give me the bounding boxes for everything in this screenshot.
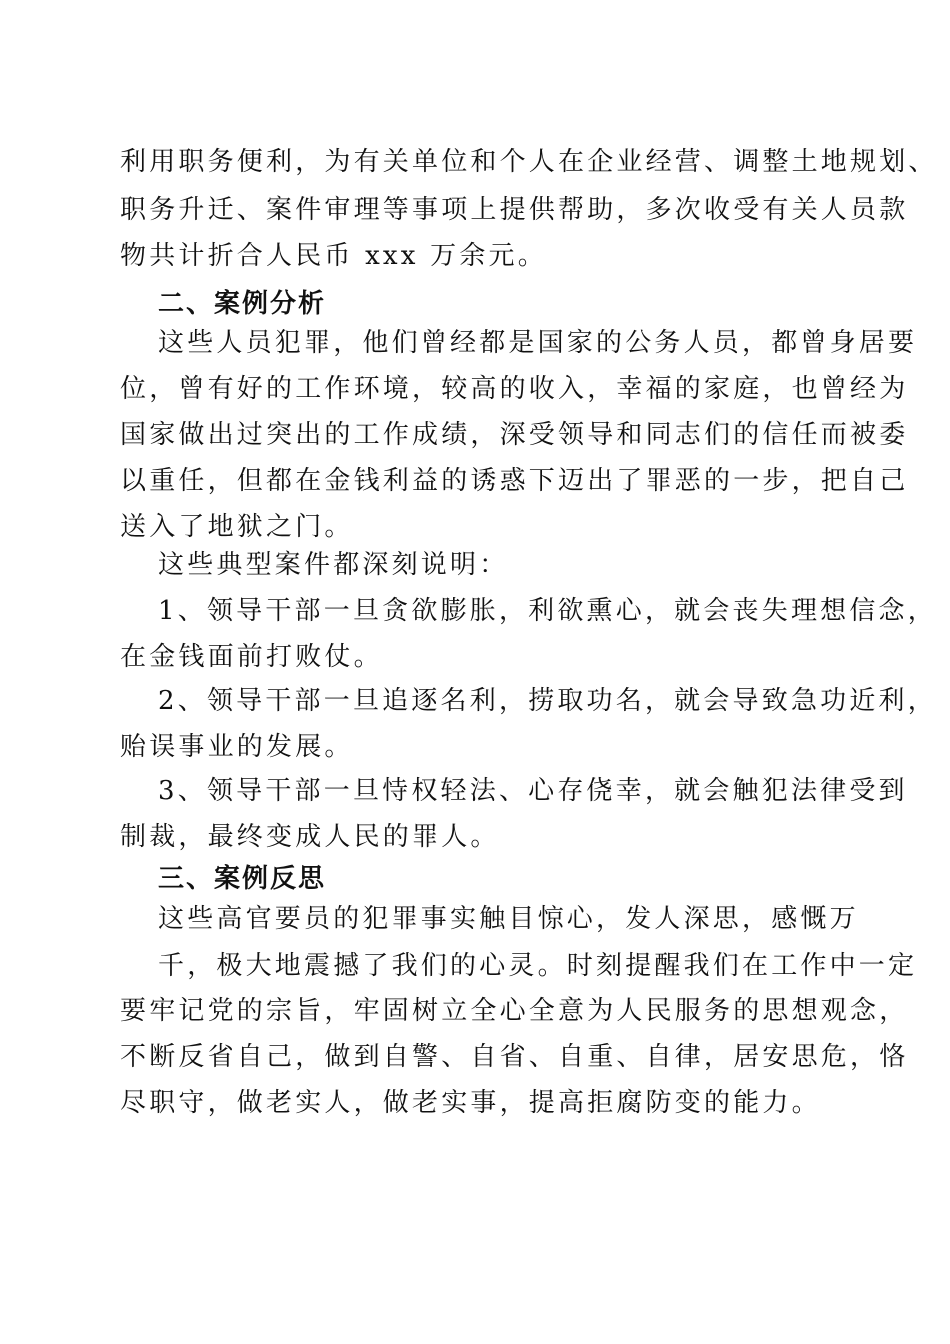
analysis-line-4: 以重任，但都在金钱利益的诱惑下迈出了罪恶的一步，把自己 [120, 466, 909, 496]
summary-line: 这些典型案件都深刻说明： [158, 550, 509, 580]
intro-line-1: 利用职务便利，为有关单位和个人在企业经营、调整土地规划、 [120, 147, 938, 177]
reflection-line-2: 千，极大地震撼了我们的心灵。时刻提醒我们在工作中一定 [158, 951, 918, 981]
analysis-line-3: 国家做出过突出的工作成绩，深受领导和同志们的信任而被委 [120, 420, 909, 450]
reflection-line-5: 尽职守，做老实人，做老实事，提高拒腐防变的能力。 [120, 1088, 821, 1118]
intro-line-3: 物共计折合人民币 xxx 万余元。 [120, 241, 547, 271]
analysis-line-5: 送入了地狱之门。 [120, 512, 354, 542]
reflection-line-3: 要牢记党的宗旨，牢固树立全心全意为人民服务的思想观念， [120, 996, 909, 1026]
reflection-line-4: 不断反省自己，做到自警、自省、自重、自律，居安思危，恪 [120, 1042, 909, 1072]
analysis-line-1: 这些人员犯罪，他们曾经都是国家的公务人员，都曾身居要 [158, 328, 918, 358]
point-1-line-2: 在金钱面前打败仗。 [120, 642, 383, 672]
point-1-line-1: 1、领导干部一旦贪欲膨胀，利欲熏心，就会丧失理想信念， [158, 596, 937, 626]
reflection-line-1: 这些高官要员的犯罪事实触目惊心，发人深思，感慨万 [158, 904, 859, 934]
section-3-heading: 三、案例反思 [158, 864, 327, 894]
section-2-heading: 二、案例分析 [158, 289, 327, 319]
intro-line-2: 职务升迁、案件审理等事项上提供帮助，多次收受有关人员款 [120, 195, 909, 225]
point-2-line-2: 贻误事业的发展。 [120, 732, 354, 762]
point-3-line-2: 制裁，最终变成人民的罪人。 [120, 822, 500, 852]
analysis-line-2: 位，曾有好的工作环境，较高的收入，幸福的家庭，也曾经为 [120, 374, 909, 404]
point-3-line-1: 3、领导干部一旦恃权轻法、心存侥幸，就会触犯法律受到 [158, 776, 908, 806]
point-2-line-1: 2、领导干部一旦追逐名利，捞取功名，就会导致急功近利， [158, 686, 937, 716]
